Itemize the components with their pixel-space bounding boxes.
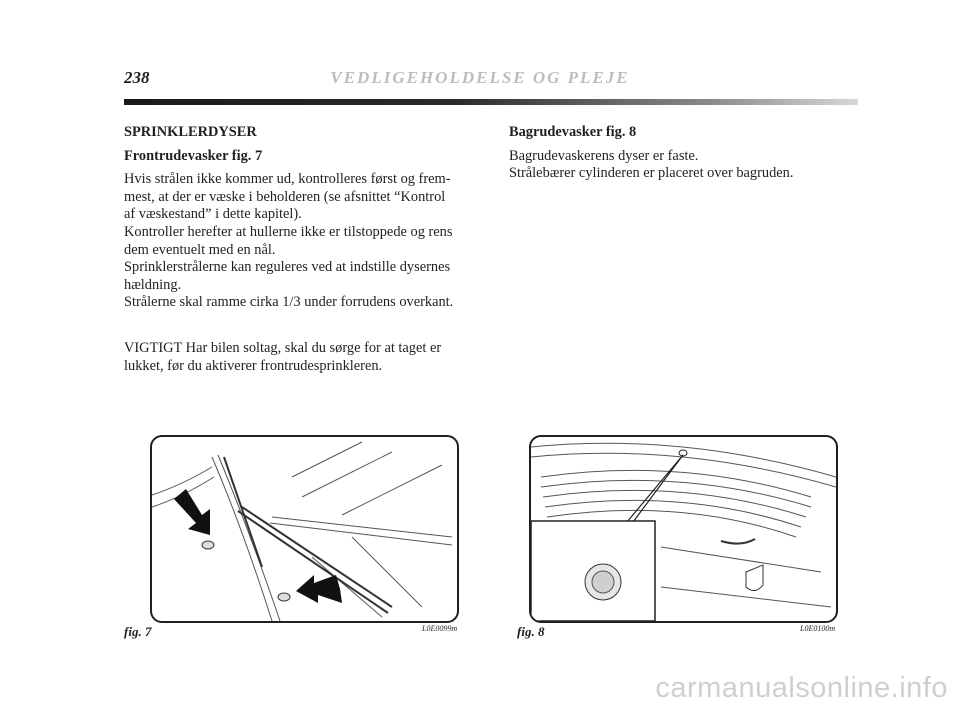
front-washer-body xyxy=(124,171,476,312)
emblem-icon xyxy=(746,565,763,591)
rear-washer-illustration xyxy=(531,437,836,621)
figure-label: fig. 7 xyxy=(124,624,152,639)
watermark: carmanualsonline.info xyxy=(655,672,948,704)
right-column xyxy=(509,124,859,191)
header-title: VEDLIGEHOLDELSE OG PLEJE xyxy=(330,68,630,87)
body-line: Hvis strålen ikke kommer ud, kontrolleres først og frem- xyxy=(124,171,451,188)
arrow-icon xyxy=(296,575,342,603)
figure-code: L0E0099m xyxy=(422,624,458,633)
body-line: dem eventuelt med en nål. xyxy=(124,241,276,258)
washer-nozzle-icon xyxy=(278,593,290,601)
header-rule xyxy=(124,99,858,105)
body-line: Kontroller herefter at hullerne ikke er tilstoppede og rens xyxy=(124,223,453,240)
arrow-icon xyxy=(174,489,210,535)
body-line: mest, at der er væske i beholderen (se afsnittet “Kontrol xyxy=(124,188,446,205)
body-line: hældning. xyxy=(124,276,182,293)
figure-code: L0E0100m xyxy=(800,624,836,633)
left-column xyxy=(124,124,476,383)
rear-washer-body xyxy=(509,148,859,183)
rear-washer-heading: Bagrudevasker fig. 8 xyxy=(509,124,637,140)
note-line: lukket, før du aktiverer frontrudesprinkleren. xyxy=(124,357,383,374)
front-washer-illustration xyxy=(152,437,457,621)
figure-front-washer xyxy=(150,435,459,623)
page-number: 238 xyxy=(124,68,150,87)
figure-label: fig. 8 xyxy=(517,624,545,639)
washer-nozzle-icon xyxy=(202,541,214,549)
body-line: Strålerne skal ramme cirka 1/3 under forrudens overkant. xyxy=(124,294,454,311)
body-line: Bagrudevaskerens dyser er faste. xyxy=(509,147,699,164)
body-line: Strålebærer cylinderen er placeret over bagruden. xyxy=(509,165,794,182)
important-note xyxy=(124,340,476,375)
section-title: SPRINKLERDYSER xyxy=(124,124,257,140)
figure-rear-washer xyxy=(529,435,838,623)
note-line: VIGTIGT Har bilen soltag, skal du sørge for at taget er xyxy=(124,339,442,356)
front-washer-heading: Frontrudevasker fig. 7 xyxy=(124,147,263,164)
body-line: Sprinklerstrålerne kan reguleres ved at indstille dysernes xyxy=(124,259,451,276)
body-line: af væskestand” i dette kapitel). xyxy=(124,206,302,223)
